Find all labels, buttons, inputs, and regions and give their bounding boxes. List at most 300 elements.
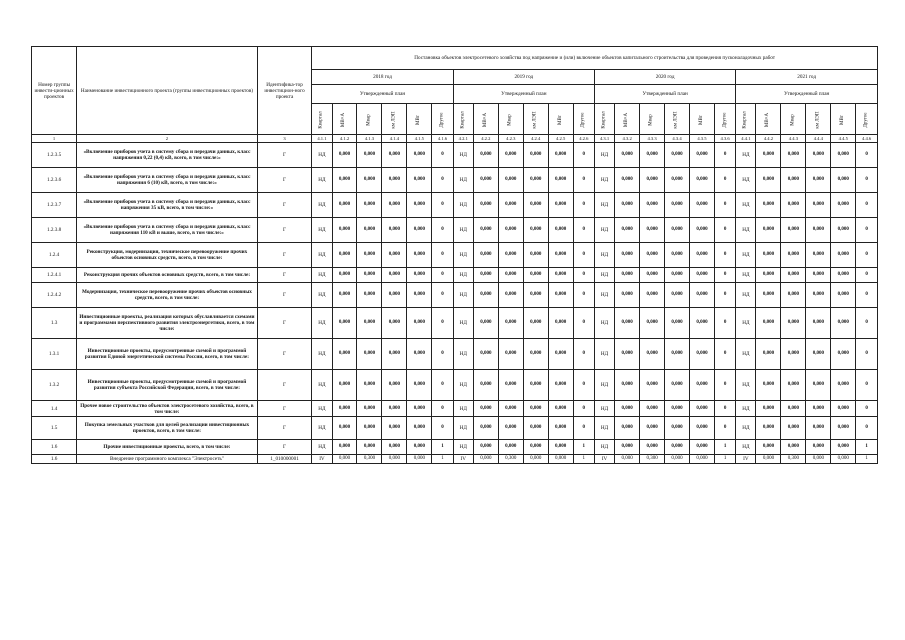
value-cell: 0,000 (831, 268, 856, 283)
quarter-cell: НД (736, 401, 756, 417)
project-name: Инвестиционные проекты, предусмотренные схемой и программой развития субъекта Российской Федерации, всего, в том числе: (77, 370, 258, 401)
value-cell: 0,000 (382, 401, 407, 417)
investment-table (31, 46, 878, 464)
header-row-title (32, 47, 878, 70)
index-cell: 2 (77, 135, 258, 143)
index-cell: 4.2.2 (473, 135, 498, 143)
value-cell: 0,000 (756, 339, 781, 370)
value-cell: 0,000 (781, 168, 806, 193)
value-cell: 0,000 (498, 168, 523, 193)
subcol-label: Мвар (366, 113, 372, 126)
other-cell: 0 (856, 218, 878, 243)
value-cell: 0,000 (615, 243, 640, 268)
value-cell: 0,000 (640, 143, 665, 168)
value-cell: 0,000 (548, 401, 573, 417)
subcol-label: Квартал (319, 110, 325, 129)
value-cell: 0,000 (332, 455, 357, 464)
project-id: 1_010000001 (257, 455, 312, 464)
value-cell: 0,000 (548, 370, 573, 401)
value-cell: 0,000 (332, 143, 357, 168)
value-cell: 0,000 (407, 440, 432, 455)
value-cell: 0,000 (665, 268, 690, 283)
value-cell: 0,000 (357, 268, 382, 283)
value-cell: 0,000 (831, 417, 856, 440)
subcol-header (781, 104, 806, 135)
project-name: «Включение приборов учета в систему сбора и передачи данных, класс напряжения 0,22 (0,4) кВ, всего, в том числе:» (77, 143, 258, 168)
table-row (32, 440, 878, 455)
value-cell: 0,000 (640, 339, 665, 370)
value-cell: 0,000 (473, 193, 498, 218)
quarter-cell: НД (594, 193, 614, 218)
other-cell: 0 (573, 218, 594, 243)
value-cell: 0,000 (523, 243, 548, 268)
value-cell: 0,000 (615, 339, 640, 370)
index-cell: 4.4.5 (831, 135, 856, 143)
other-cell: 0 (856, 243, 878, 268)
quarter-cell: IV (453, 455, 473, 464)
value-cell: 0,000 (407, 339, 432, 370)
quarter-cell: НД (736, 440, 756, 455)
group-number: 1.2.4 (32, 243, 77, 268)
value-cell: 0,000 (523, 168, 548, 193)
value-cell: 0,000 (806, 218, 831, 243)
index-cell: 4.1.5 (407, 135, 432, 143)
value-cell: 0,000 (498, 193, 523, 218)
value-cell: 0,000 (382, 243, 407, 268)
subcol-header (357, 104, 382, 135)
index-cell: 4.4.2 (756, 135, 781, 143)
value-cell: 0,000 (473, 143, 498, 168)
value-cell: 0,000 (498, 308, 523, 339)
value-cell: 0,000 (407, 417, 432, 440)
value-cell: 0,000 (548, 417, 573, 440)
group-number: 1.2.3.7 (32, 193, 77, 218)
value-cell: 0,000 (615, 417, 640, 440)
other-cell: 0 (432, 401, 453, 417)
value-cell: 0,000 (382, 143, 407, 168)
value-cell: 0,000 (756, 455, 781, 464)
value-cell: 0,000 (781, 283, 806, 308)
value-cell: 0,000 (615, 283, 640, 308)
other-cell: 0 (573, 417, 594, 440)
value-cell: 0,000 (523, 417, 548, 440)
other-cell: 0 (432, 168, 453, 193)
quarter-cell: НД (312, 339, 332, 370)
quarter-cell: НД (594, 243, 614, 268)
value-cell: 0,000 (473, 268, 498, 283)
other-cell: 0 (573, 308, 594, 339)
quarter-cell: НД (736, 268, 756, 283)
value-cell: 0,000 (831, 193, 856, 218)
value-cell: 0,000 (407, 308, 432, 339)
index-cell: 4.1.1 (312, 135, 332, 143)
group-col-header: Номер группы инвести-ционных проектов (32, 47, 77, 135)
value-cell: 0,000 (831, 401, 856, 417)
value-cell: 0,000 (357, 283, 382, 308)
other-cell: 0 (714, 401, 735, 417)
value-cell: 0,000 (689, 455, 714, 464)
value-cell: 0,000 (332, 417, 357, 440)
year-header: 2019 год (453, 70, 594, 85)
group-number: 1.3.2 (32, 370, 77, 401)
value-cell: 0,000 (548, 218, 573, 243)
other-cell: 0 (856, 370, 878, 401)
value-cell: 0,000 (523, 370, 548, 401)
index-cell: 4.3.3 (640, 135, 665, 143)
project-name: «Включение приборов учета в систему сбора и передачи данных, класс напряжения 6 (10) кВ, всего, в том числе:» (77, 168, 258, 193)
subcol-label: МВ×А (482, 112, 488, 127)
quarter-cell: НД (594, 268, 614, 283)
project-id: Г (257, 308, 312, 339)
value-cell: 0,000 (781, 308, 806, 339)
value-cell: 0,000 (382, 268, 407, 283)
index-cell: 4.4.4 (806, 135, 831, 143)
value-cell: 0,000 (357, 417, 382, 440)
subcol-label: МВт (840, 114, 846, 125)
value-cell: 0,000 (640, 218, 665, 243)
value-cell: 0,000 (615, 455, 640, 464)
value-cell: 0,000 (407, 193, 432, 218)
quarter-cell: НД (736, 339, 756, 370)
subcol-header (332, 104, 357, 135)
other-cell: 0 (714, 370, 735, 401)
quarter-cell: НД (594, 401, 614, 417)
subcol-header (714, 104, 735, 135)
value-cell: 0,000 (756, 283, 781, 308)
quarter-cell: НД (736, 417, 756, 440)
value-cell: 0,000 (498, 283, 523, 308)
value-cell: 0,000 (640, 370, 665, 401)
project-id: Г (257, 218, 312, 243)
other-cell: 0 (856, 308, 878, 339)
quarter-cell: НД (736, 168, 756, 193)
subcol-header (382, 104, 407, 135)
value-cell: 0,000 (806, 268, 831, 283)
value-cell: 0,000 (756, 440, 781, 455)
value-cell: 0,000 (332, 308, 357, 339)
value-cell: 0,000 (332, 440, 357, 455)
value-cell: 0,000 (548, 308, 573, 339)
value-cell: 0,000 (781, 193, 806, 218)
other-cell: 0 (856, 339, 878, 370)
value-cell: 0,000 (332, 370, 357, 401)
subcol-label: МВт (416, 114, 422, 125)
subcol-label: км ЛЭП (674, 110, 680, 129)
value-cell: 0,000 (473, 401, 498, 417)
other-cell: 0 (856, 268, 878, 283)
value-cell: 0,000 (382, 339, 407, 370)
other-cell: 0 (573, 283, 594, 308)
quarter-cell: НД (312, 218, 332, 243)
value-cell: 0,000 (640, 283, 665, 308)
table-row (32, 283, 878, 308)
index-cell: 4.1.3 (357, 135, 382, 143)
other-cell: 0 (432, 370, 453, 401)
other-cell: 0 (573, 268, 594, 283)
value-cell: 0,000 (523, 455, 548, 464)
project-id: Г (257, 339, 312, 370)
index-cell: 4.2.3 (498, 135, 523, 143)
value-cell: 0,000 (781, 370, 806, 401)
index-cell: 4.2.5 (548, 135, 573, 143)
other-cell: 0 (432, 243, 453, 268)
value-cell: 0,000 (382, 370, 407, 401)
other-cell: 0 (573, 143, 594, 168)
subcol-label: Другое (863, 111, 869, 128)
group-number: 1.2.4.1 (32, 268, 77, 283)
value-cell: 0,000 (806, 370, 831, 401)
value-cell: 0,000 (615, 308, 640, 339)
value-cell: 0,000 (498, 401, 523, 417)
value-cell: 0,000 (665, 401, 690, 417)
value-cell: 0,000 (357, 218, 382, 243)
index-cell: 4.3.1 (594, 135, 614, 143)
value-cell: 0,000 (615, 143, 640, 168)
other-cell: 1 (573, 440, 594, 455)
value-cell: 0,000 (473, 283, 498, 308)
value-cell: 0,000 (831, 283, 856, 308)
value-cell: 0,000 (332, 339, 357, 370)
value-cell: 0,000 (332, 168, 357, 193)
value-cell: 0,000 (806, 339, 831, 370)
value-cell: 0,000 (523, 339, 548, 370)
other-cell: 0 (573, 193, 594, 218)
project-name: Прочие инвестиционные проекты, всего, в том числе: (77, 440, 258, 455)
subcol-header (756, 104, 781, 135)
value-cell: 0,000 (665, 218, 690, 243)
value-cell: 0,000 (665, 243, 690, 268)
value-cell: 0,000 (407, 168, 432, 193)
index-cell: 4.1.6 (432, 135, 453, 143)
value-cell: 0,000 (806, 143, 831, 168)
value-cell: 0,000 (781, 339, 806, 370)
other-cell: 0 (856, 168, 878, 193)
other-cell: 0 (573, 243, 594, 268)
group-number: 1.6 (32, 440, 77, 455)
table-row (32, 218, 878, 243)
value-cell: 0,000 (806, 243, 831, 268)
subcol-label: МВт (698, 114, 704, 125)
value-cell: 0,000 (407, 218, 432, 243)
value-cell: 0,000 (357, 168, 382, 193)
project-id: Г (257, 440, 312, 455)
value-cell: 0,000 (781, 268, 806, 283)
index-cell: 4.4.6 (856, 135, 878, 143)
quarter-cell: НД (453, 243, 473, 268)
index-cell: 4.4.3 (781, 135, 806, 143)
value-cell: 0,000 (523, 268, 548, 283)
quarter-cell: НД (453, 370, 473, 401)
table-row (32, 417, 878, 440)
value-cell: 0,000 (357, 370, 382, 401)
group-number: 1.3 (32, 308, 77, 339)
value-cell: 0,000 (689, 401, 714, 417)
subcol-header (615, 104, 640, 135)
project-name: Реконструкция прочих объектов основных средств, всего, в том числе: (77, 268, 258, 283)
project-name: Инвестиционные проекты, реализация которых обуславливается схемами и программами перспективного развития электроэнергетики, всего, в том числе: (77, 308, 258, 339)
value-cell: 0,000 (548, 268, 573, 283)
value-cell: 0,000 (806, 283, 831, 308)
group-number: 1.6 (32, 455, 77, 464)
plan-header: Утвержденный план (594, 85, 735, 104)
value-cell: 0,000 (407, 370, 432, 401)
subcol-label: МВт (557, 114, 563, 125)
quarter-cell: НД (312, 417, 332, 440)
quarter-cell: НД (594, 143, 614, 168)
other-cell: 0 (432, 417, 453, 440)
index-cell: 4.3.5 (689, 135, 714, 143)
value-cell: 0,000 (523, 308, 548, 339)
value-cell: 0,000 (689, 193, 714, 218)
value-cell: 0,000 (473, 417, 498, 440)
other-cell: 0 (714, 218, 735, 243)
quarter-cell: НД (594, 339, 614, 370)
group-number: 1.2.3.8 (32, 218, 77, 243)
other-cell: 0 (856, 401, 878, 417)
value-cell: 0,000 (382, 455, 407, 464)
value-cell: 0,000 (357, 339, 382, 370)
value-cell: 0,000 (382, 283, 407, 308)
subcol-label: МВ×А (765, 112, 771, 127)
value-cell: 0,000 (498, 370, 523, 401)
other-cell: 0 (714, 339, 735, 370)
value-cell: 0,000 (640, 268, 665, 283)
subcol-label: км ЛЭП (815, 110, 821, 129)
value-cell: 0,000 (806, 308, 831, 339)
index-cell: 4.2.4 (523, 135, 548, 143)
other-cell: 0 (432, 143, 453, 168)
quarter-cell: НД (312, 168, 332, 193)
value-cell: 0,000 (615, 401, 640, 417)
table-row (32, 243, 878, 268)
other-cell: 0 (714, 193, 735, 218)
value-cell: 0,000 (548, 339, 573, 370)
plan-header: Утвержденный план (312, 85, 453, 104)
value-cell: 0,000 (640, 243, 665, 268)
table-row (32, 339, 878, 370)
other-cell: 1 (714, 455, 735, 464)
value-cell: 0,000 (407, 401, 432, 417)
subcol-label: Другое (439, 111, 445, 128)
subcol-label: Мвар (790, 113, 796, 126)
group-number: 1.2.4.2 (32, 283, 77, 308)
project-id: Г (257, 268, 312, 283)
value-cell: 0,000 (640, 168, 665, 193)
quarter-cell: НД (453, 417, 473, 440)
other-cell: 0 (714, 268, 735, 283)
value-cell: 0,000 (498, 218, 523, 243)
value-cell: 0,000 (806, 440, 831, 455)
index-cell: 4.1.4 (382, 135, 407, 143)
index-cell: 4.3.4 (665, 135, 690, 143)
value-cell: 0,000 (781, 218, 806, 243)
subcol-header (573, 104, 594, 135)
subcol-header (665, 104, 690, 135)
year-header: 2018 год (312, 70, 453, 85)
value-cell: 0,000 (332, 283, 357, 308)
group-number: 1.3.1 (32, 339, 77, 370)
value-cell: 0,000 (689, 218, 714, 243)
value-cell: 0,000 (640, 417, 665, 440)
quarter-cell: НД (594, 440, 614, 455)
value-cell: 0,000 (332, 268, 357, 283)
subcol-label: Другое (722, 111, 728, 128)
value-cell: 0,000 (473, 243, 498, 268)
value-cell: 0,000 (407, 268, 432, 283)
value-cell: 0,000 (831, 143, 856, 168)
quarter-cell: НД (312, 143, 332, 168)
group-number: 1.4 (32, 401, 77, 417)
value-cell: 0,000 (382, 193, 407, 218)
value-cell: 0,000 (498, 143, 523, 168)
subcol-label: МВ×А (624, 112, 630, 127)
value-cell: 0,000 (806, 168, 831, 193)
year-header: 2020 год (594, 70, 735, 85)
project-id: Г (257, 417, 312, 440)
project-name: Инвестиционные проекты, предусмотренные схемой и программой развития Единой энергетической системы России, всего, в том числе: (77, 339, 258, 370)
table-row (32, 268, 878, 283)
value-cell: 0,000 (548, 193, 573, 218)
value-cell: 0,000 (831, 339, 856, 370)
subcol-label: Квартал (460, 110, 466, 129)
index-cell: 4.1.2 (332, 135, 357, 143)
value-cell: 0,000 (756, 193, 781, 218)
value-cell: 0,000 (640, 193, 665, 218)
value-cell: 0,000 (407, 455, 432, 464)
value-cell: 0,000 (548, 283, 573, 308)
value-cell: 0,000 (498, 339, 523, 370)
other-cell: 0 (714, 243, 735, 268)
other-cell: 1 (432, 440, 453, 455)
quarter-cell: IV (736, 455, 756, 464)
value-cell: 0,000 (498, 440, 523, 455)
value-cell: 0,300 (498, 455, 523, 464)
quarter-cell: НД (312, 401, 332, 417)
subcol-header (407, 104, 432, 135)
value-cell: 0,000 (407, 243, 432, 268)
value-cell: 0,000 (781, 143, 806, 168)
project-id: Г (257, 243, 312, 268)
year-header: 2021 год (736, 70, 878, 85)
index-cell: 4.2.6 (573, 135, 594, 143)
subcol-label: Мвар (649, 113, 655, 126)
quarter-cell: НД (453, 339, 473, 370)
value-cell: 0,000 (615, 440, 640, 455)
quarter-cell: НД (736, 243, 756, 268)
value-cell: 0,000 (615, 370, 640, 401)
value-cell: 0,000 (689, 308, 714, 339)
project-name: Модернизация, техническое перевооружение прочих объектов основных средств, всего, в том числе: (77, 283, 258, 308)
value-cell: 0,000 (806, 193, 831, 218)
value-cell: 0,300 (781, 455, 806, 464)
value-cell: 0,000 (357, 143, 382, 168)
value-cell: 0,000 (640, 308, 665, 339)
index-cell: 1 (32, 135, 77, 143)
value-cell: 0,000 (689, 440, 714, 455)
subcol-header (473, 104, 498, 135)
subcol-header (806, 104, 831, 135)
value-cell: 0,000 (665, 339, 690, 370)
value-cell: 0,000 (756, 143, 781, 168)
project-id: Г (257, 401, 312, 417)
group-number: 1.5 (32, 417, 77, 440)
value-cell: 0,000 (689, 243, 714, 268)
value-cell: 0,000 (357, 401, 382, 417)
table-row (32, 308, 878, 339)
project-name: Прочее новое строительство объектов электросетевого хозяйства, всего, в том числе: (77, 401, 258, 417)
other-cell: 1 (573, 455, 594, 464)
value-cell: 0,000 (473, 218, 498, 243)
